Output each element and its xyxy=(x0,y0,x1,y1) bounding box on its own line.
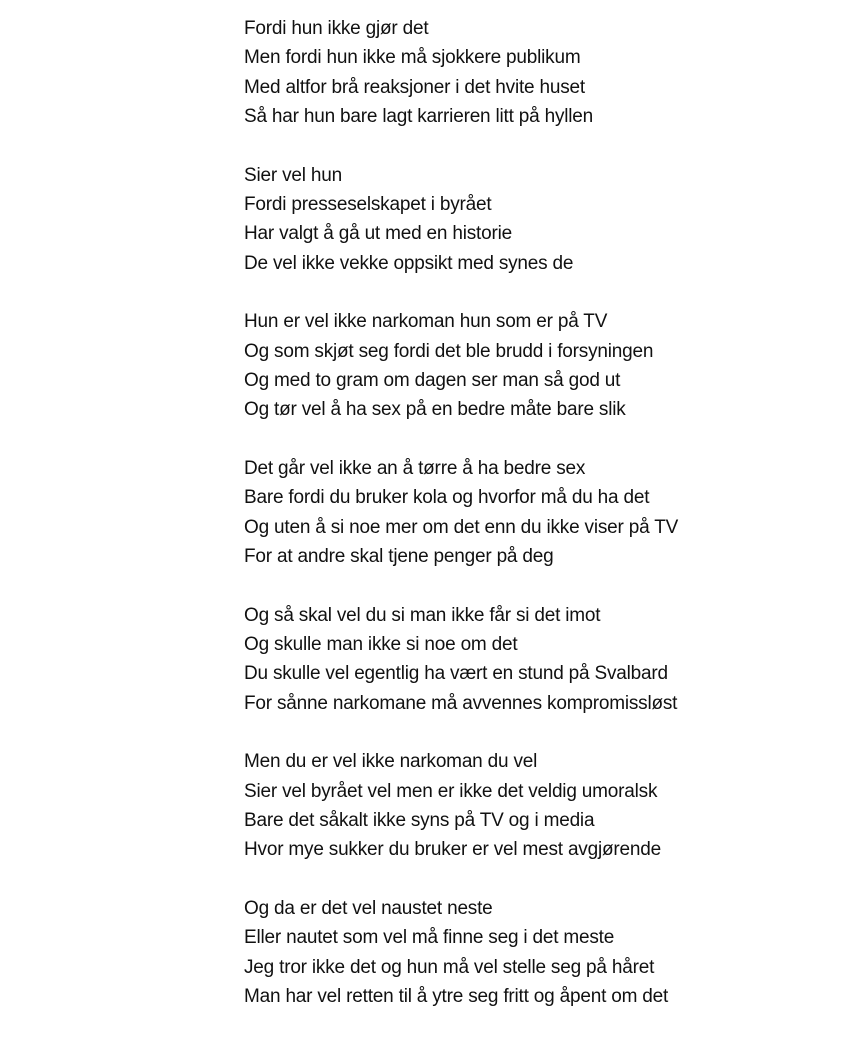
stanza-3 xyxy=(244,307,854,425)
poem-line: Men du er vel ikke narkoman du vel xyxy=(244,751,538,773)
poem-line: For sånne narkomane må avvennes kompromissløst xyxy=(244,692,678,714)
poem-line: Og så skal vel du si man ikke får si det imot xyxy=(244,604,601,626)
poem-line: Og som skjøt seg fordi det ble brudd i forsyningen xyxy=(244,340,654,362)
poem-line: Men fordi hun ikke må sjokkere publikum xyxy=(244,47,581,69)
poem-line: Med altfor brå reaksjoner i det hvite huset xyxy=(244,76,585,98)
poem-line: Sier vel hun xyxy=(244,164,342,186)
poem-line: Bare det såkalt ikke syns på TV og i media xyxy=(244,809,595,831)
poem-line: Har valgt å gå ut med en historie xyxy=(244,223,512,245)
poem-text xyxy=(244,14,854,1040)
poem-line: Og skulle man ikke si noe om det xyxy=(244,633,518,655)
poem-line: Fordi presseselskapet i byrået xyxy=(244,194,492,216)
poem-line: Det går vel ikke an å tørre å ha bedre sex xyxy=(244,457,586,479)
poem-line: Og da er det vel naustet neste xyxy=(244,897,493,919)
poem-line: Sier vel byrået vel men er ikke det veldig umoralsk xyxy=(244,780,658,802)
poem-line: Hun er vel ikke narkoman hun som er på TV xyxy=(244,311,608,333)
poem-line: Man har vel retten til å ytre seg fritt og åpent om det xyxy=(244,985,669,1007)
stanza-5 xyxy=(244,601,854,719)
poem-line: Og med to gram om dagen ser man så god ut xyxy=(244,370,621,392)
poem-line: Fordi hun ikke gjør det xyxy=(244,18,429,39)
stanza-2 xyxy=(244,161,854,279)
poem-line: Jeg tror ikke det og hun må vel stelle seg på håret xyxy=(244,956,655,978)
stanza-7 xyxy=(244,894,854,1012)
poem-line: For at andre skal tjene penger på deg xyxy=(244,546,554,568)
stanza-4 xyxy=(244,454,854,572)
poem-line: Bare fordi du bruker kola og hvorfor må du ha det xyxy=(244,487,650,509)
stanza-1 xyxy=(244,14,854,132)
poem-line: Så har hun bare lagt karrieren litt på hyllen xyxy=(244,106,594,128)
poem-line: Hvor mye sukker du bruker er vel mest avgjørende xyxy=(244,839,662,861)
poem-line: Du skulle vel egentlig ha vært en stund på Svalbard xyxy=(244,663,668,685)
poem-line: De vel ikke vekke oppsikt med synes de xyxy=(244,252,574,274)
poem-line: Eller nautet som vel må finne seg i det meste xyxy=(244,927,615,949)
stanza-6 xyxy=(244,747,854,865)
poem-line: Og tør vel å ha sex på en bedre måte bare slik xyxy=(244,399,626,421)
poem-line: Og uten å si noe mer om det enn du ikke viser på TV xyxy=(244,516,679,538)
